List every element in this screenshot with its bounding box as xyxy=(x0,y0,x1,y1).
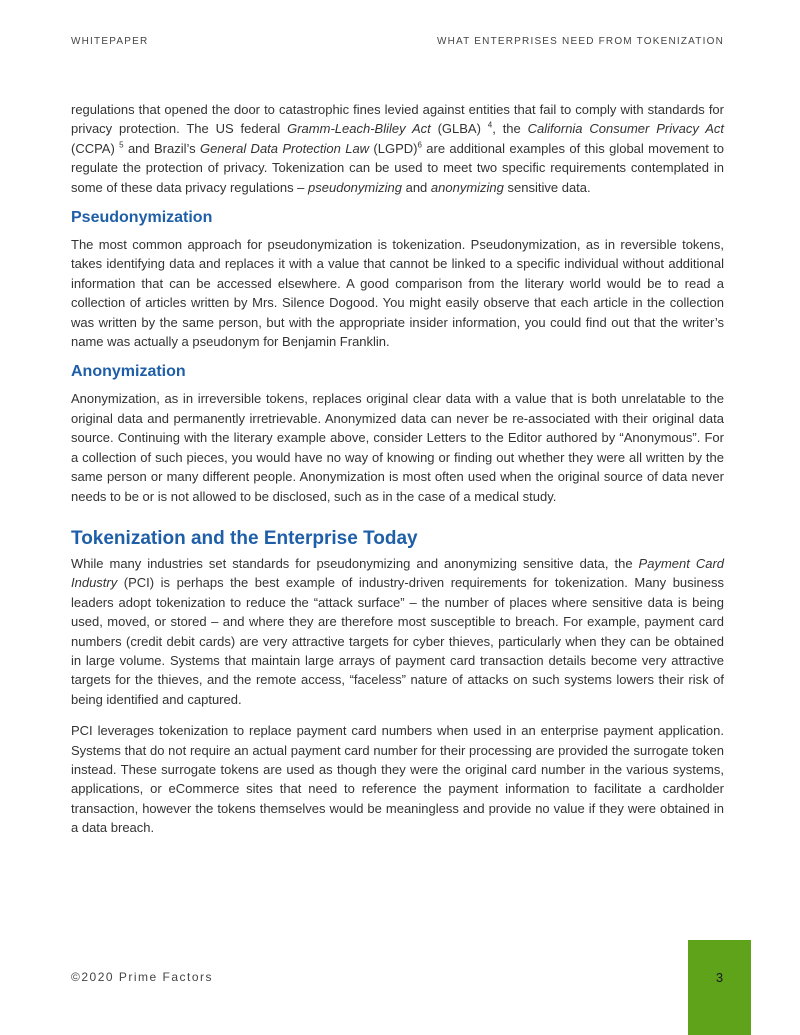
header-doc-type: WHITEPAPER xyxy=(71,36,149,47)
footer-copyright: ©2020 Prime Factors xyxy=(71,970,214,984)
page-number: 3 xyxy=(715,970,724,985)
anonymization-heading: Anonymization xyxy=(71,363,186,381)
enterprise-section-heading: Tokenization and the Enterprise Today xyxy=(71,527,418,549)
enterprise-paragraph-2: PCI leverages tokenization to replace payment card numbers when used in an enterprise payment application. Systems that do not require an actual payment card number for their processing are provided the surrogate token instead. These surrogate tokens are used as though they were the original card number in the various systems, applications, or eCommerce sites that need to reference the payment information to facilitate a cardholder transaction, however the tokens themselves would be meaningless and provide no value if they were obtained in a data breach. xyxy=(71,723,724,836)
pseudonymization-paragraph: The most common approach for pseudonymization is tokenization. Pseudonymization, as in reversible tokens, takes identifying data and replaces it with a value that cannot be linked to a specific individual without additional information that can be accessed elsewhere. A good comparison from the literary world would be to read a collection of articles written by Mrs. Silence Dogood. You might easily observe that each article in the collection was written by the same person, but with the appropriate insider information, you could find out that the writer’s name was actually a pseudonym for Benjamin Franklin. xyxy=(71,237,724,350)
enterprise-paragraph-1: While many industries set standards for pseudonymizing and anonymizing sensitive data, the Payment Card Industry (PCI) is perhaps the best example of industry-driven requirements for tokenization. Many business leaders adopt tokenization to reduce the “attack surface” – the number of places where sensitive data is being used, moved, or stored – and where they are therefore most susceptible to breach. For example, payment card numbers (credit debit cards) are very attractive targets for cyber thieves, particularly when they can be obtained in large volume. Systems that maintain large arrays of payment card transaction details become very attractive targets for the thieves, and the remote access, “faceless” nature of attacks on such systems lowers their risk of being identified and captured. xyxy=(71,555,725,707)
header-doc-title: WHAT ENTERPRISES NEED FROM TOKENIZATION xyxy=(436,36,724,47)
intro-paragraph: regulations that opened the door to catastrophic fines levied against entities that fail to comply with standards for privacy protection. The US federal Gramm-Leach-Bliley Act (GLBA) $^4$, the California Consumer Privacy Act (CCPA) $^5$ and Brazil’s General Data Protection Law (LGPD)$^6$ are additional examples of this global movement to regulate the protection of privacy. Tokenization can be used to meet two specific requirements contemplated in some of these data privacy regulations – pseudonymizing and anonymizing sensitive data. xyxy=(71,102,725,195)
page-number-tab xyxy=(688,940,751,1035)
pci-term: Payment Card Industry xyxy=(71,555,725,591)
anonymization-paragraph: Anonymization, as in irreversible tokens, replaces original clear data with a value that is both unrelatable to the original data and permanently irretrievable. Anonymized data can never be re-associated with their original data source. Continuing with the literary example above, consider Letters to the Editor authored by “Anonymous”. For a collection of such pieces, you would have no way of knowing or finding out whether they were all written by the same person or many different people. Anonymization is most often used when the original source of data never needs to be or is not allowed to be disclosed, such as in the case of a medical study. xyxy=(71,391,724,504)
pseudonymization-heading: Pseudonymization xyxy=(71,209,213,227)
page-content xyxy=(71,100,724,838)
footnote-ref-5: 5 xyxy=(119,140,124,150)
lgpd-title: General Data Protection Law xyxy=(199,140,370,156)
footnote-ref-4: 4 xyxy=(487,121,493,131)
ccpa-title: California Consumer Privacy Act xyxy=(527,121,724,137)
glba-title: Gramm-Leach-Bliley Act xyxy=(287,121,431,137)
footnote-ref-6: 6 xyxy=(417,140,422,150)
